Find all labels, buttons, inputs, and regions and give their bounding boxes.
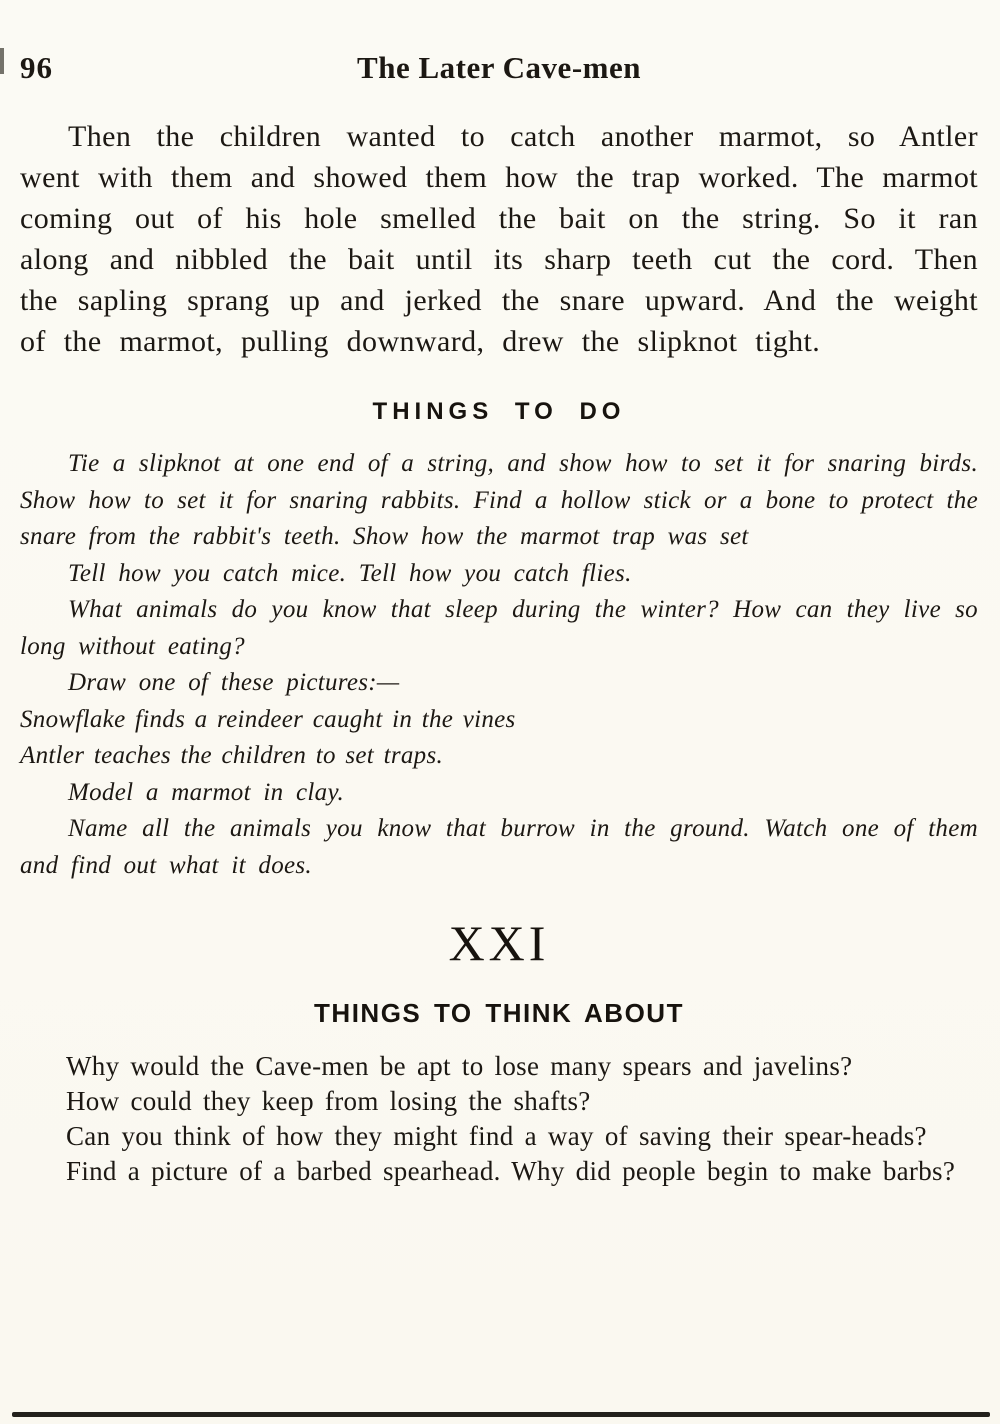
- question-list: [20, 1049, 978, 1189]
- section-heading-things-to-think-about: THINGS TO THINK ABOUT: [314, 998, 684, 1028]
- list-item: What animals do you know that sleep during the winter? How can they live so long without eating?: [20, 596, 978, 660]
- question-item: Why would the Cave-men be apt to lose many spears and javelins?: [66, 1051, 853, 1081]
- question-item: Find a picture of a barbed spearhead. Why did people begin to make barbs?: [66, 1156, 956, 1186]
- list-item-sub: Snowflake finds a reindeer caught in the vines: [20, 705, 516, 733]
- running-head: [20, 50, 978, 90]
- question-item: How could they keep from losing the shafts?: [66, 1086, 591, 1116]
- list-item: Model a marmot in clay.: [68, 778, 345, 806]
- list-item: Name all the animals you know that burrow in the ground. Watch one of them and find out what it does.: [20, 815, 978, 879]
- list-item-sub: Antler teaches the children to set traps.: [20, 742, 444, 769]
- list-item: Tie a slipknot at one end of a string, and show how to set it for snaring birds. Show how to set it for snaring rabbits. Find a hollow stick or a bone to protect the snare from the rabbit's teeth. Show how the marmot trap was set: [20, 450, 978, 550]
- running-title: The Later Cave-men: [357, 50, 641, 85]
- section-heading-things-to-do: THINGS TO DO: [372, 398, 626, 425]
- chapter-numeral: XXI: [448, 915, 550, 971]
- scan-artifact-left-edge: [0, 48, 4, 74]
- scan-artifact-bottom-line: [12, 1412, 990, 1417]
- page-number: 96: [20, 50, 53, 85]
- things-to-do-list: [20, 446, 978, 884]
- question-item: Can you think of how they might find a way of saving their spear-heads?: [66, 1121, 927, 1151]
- list-item: Tell how you catch mice. Tell how you catch flies.: [68, 559, 632, 587]
- body-paragraph: Then the children wanted to catch another marmot, so Antler went with them and showed them how the trap worked. The marmot coming out of his hole smelled the bait on the string. So it ran along and nibbled the bait until its sharp teeth cut the cord. Then the sapling sprang up and jerked the snare upward. And the weight of the marmot, pulling downward, drew the slipknot tight.: [20, 120, 978, 358]
- list-item: Draw one of these pictures:—: [68, 669, 400, 696]
